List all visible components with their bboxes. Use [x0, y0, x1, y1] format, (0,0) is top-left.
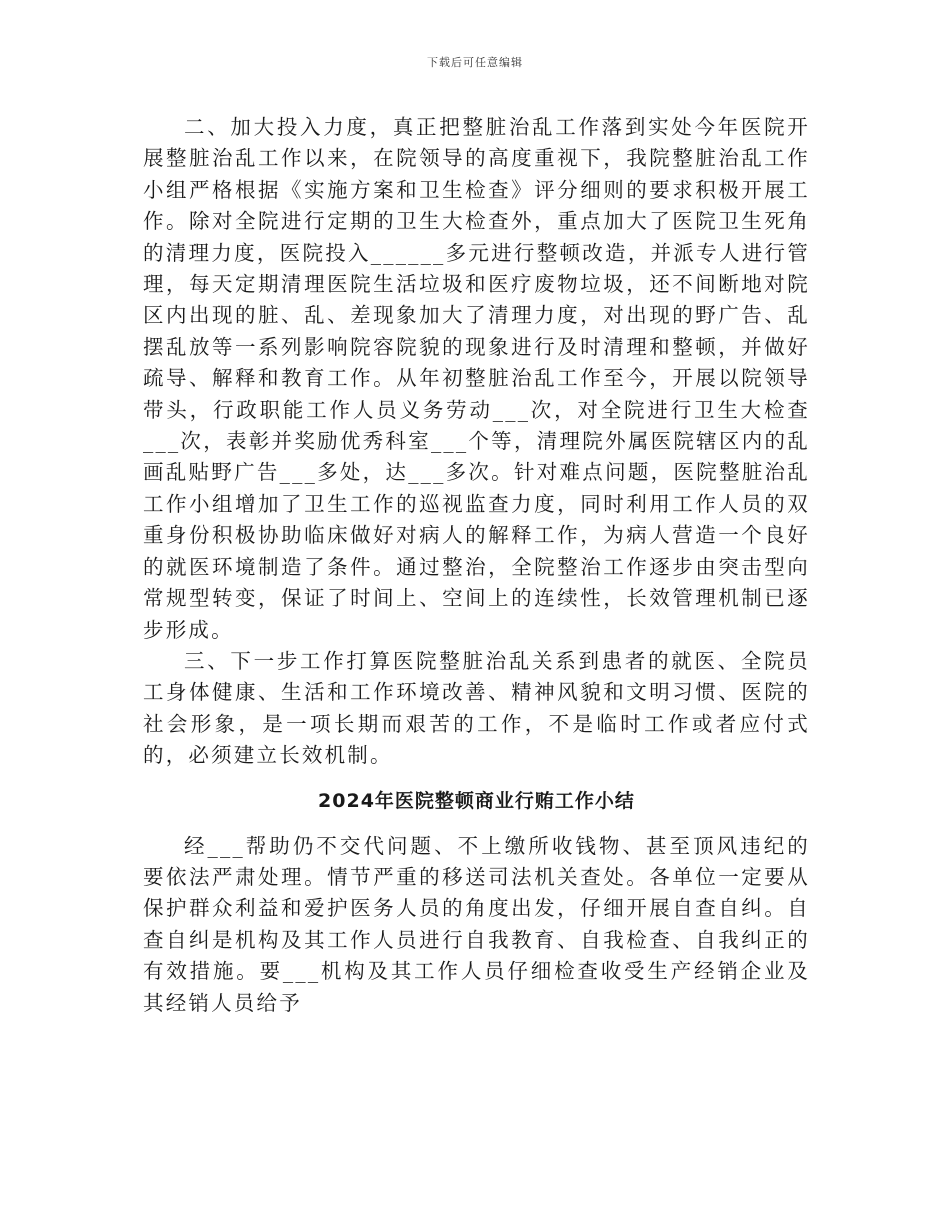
document-body [143, 112, 810, 1019]
section-title: 2024年医院整顿商业行贿工作小结 [318, 789, 635, 812]
paragraph-section-two: 二、加大投入力度，真正把整脏治乱工作落到实处今年医院开展整脏治乱工作以来，在院领导的高度重视下，我院整脏治乱工作小组严格根据《实施方案和卫生检查》评分细则的要求积极开展工作。除对全院进行定期的卫生大检查外，重点加大了医院卫生死角的清理力度，医院投入______多元进行整顿改造，并派专人进行管理，每天定期清理医院生活垃圾和医疗废物垃圾，还不间断地对院区内出现的脏、乱、差现象加大了清理力度，对出现的野广告、乱摆乱放等一系列影响院容院貌的现象进行及时清理和整顿，并做好疏导、解释和教育工作。从年初整脏治乱工作至今，开展以院领导带头，行政职能工作人员义务劳动___次，对全院进行卫生大检查___次，表彰并奖励优秀科室___个等，清理院外属医院辖区内的乱画乱贴野广告___多处，达___多次。针对难点问题，医院整脏治乱工作小组增加了卫生工作的巡视监查力度，同时利用工作人员的双重身份积极协助临床做好对病人的解释工作，为病人营造一个良好的就医环境制造了条件。通过整治，全院整治工作逐步由突击型向常规型转变，保证了时间上、空间上的连续性，长效管理机制已逐步形成。 [143, 115, 810, 642]
page-header: 下载后可任意编辑 [427, 56, 523, 69]
paragraph-section-three: 三、下一步工作打算医院整脏治乱关系到患者的就医、全院员工身体健康、生活和工作环境改善、精神风貌和文明习惯、医院的社会形象，是一项长期而艰苦的工作，不是临时工作或者应付式的，必须建立长效机制。 [143, 648, 810, 768]
paragraph-summary: 经___帮助仍不交代问题、不上缴所收钱物、甚至顶风违纪的要依法严肃处理。情节严重的移送司法机关查处。各单位一定要从保护群众利益和爱护医务人员的角度出发，仔细开展自查自纠。自查自纠是机构及其工作人员进行自我教育、自我检查、自我纠正的有效措施。要___机构及其工作人员仔细检查收受生产经销企业及其经销人员给予 [143, 833, 810, 1015]
